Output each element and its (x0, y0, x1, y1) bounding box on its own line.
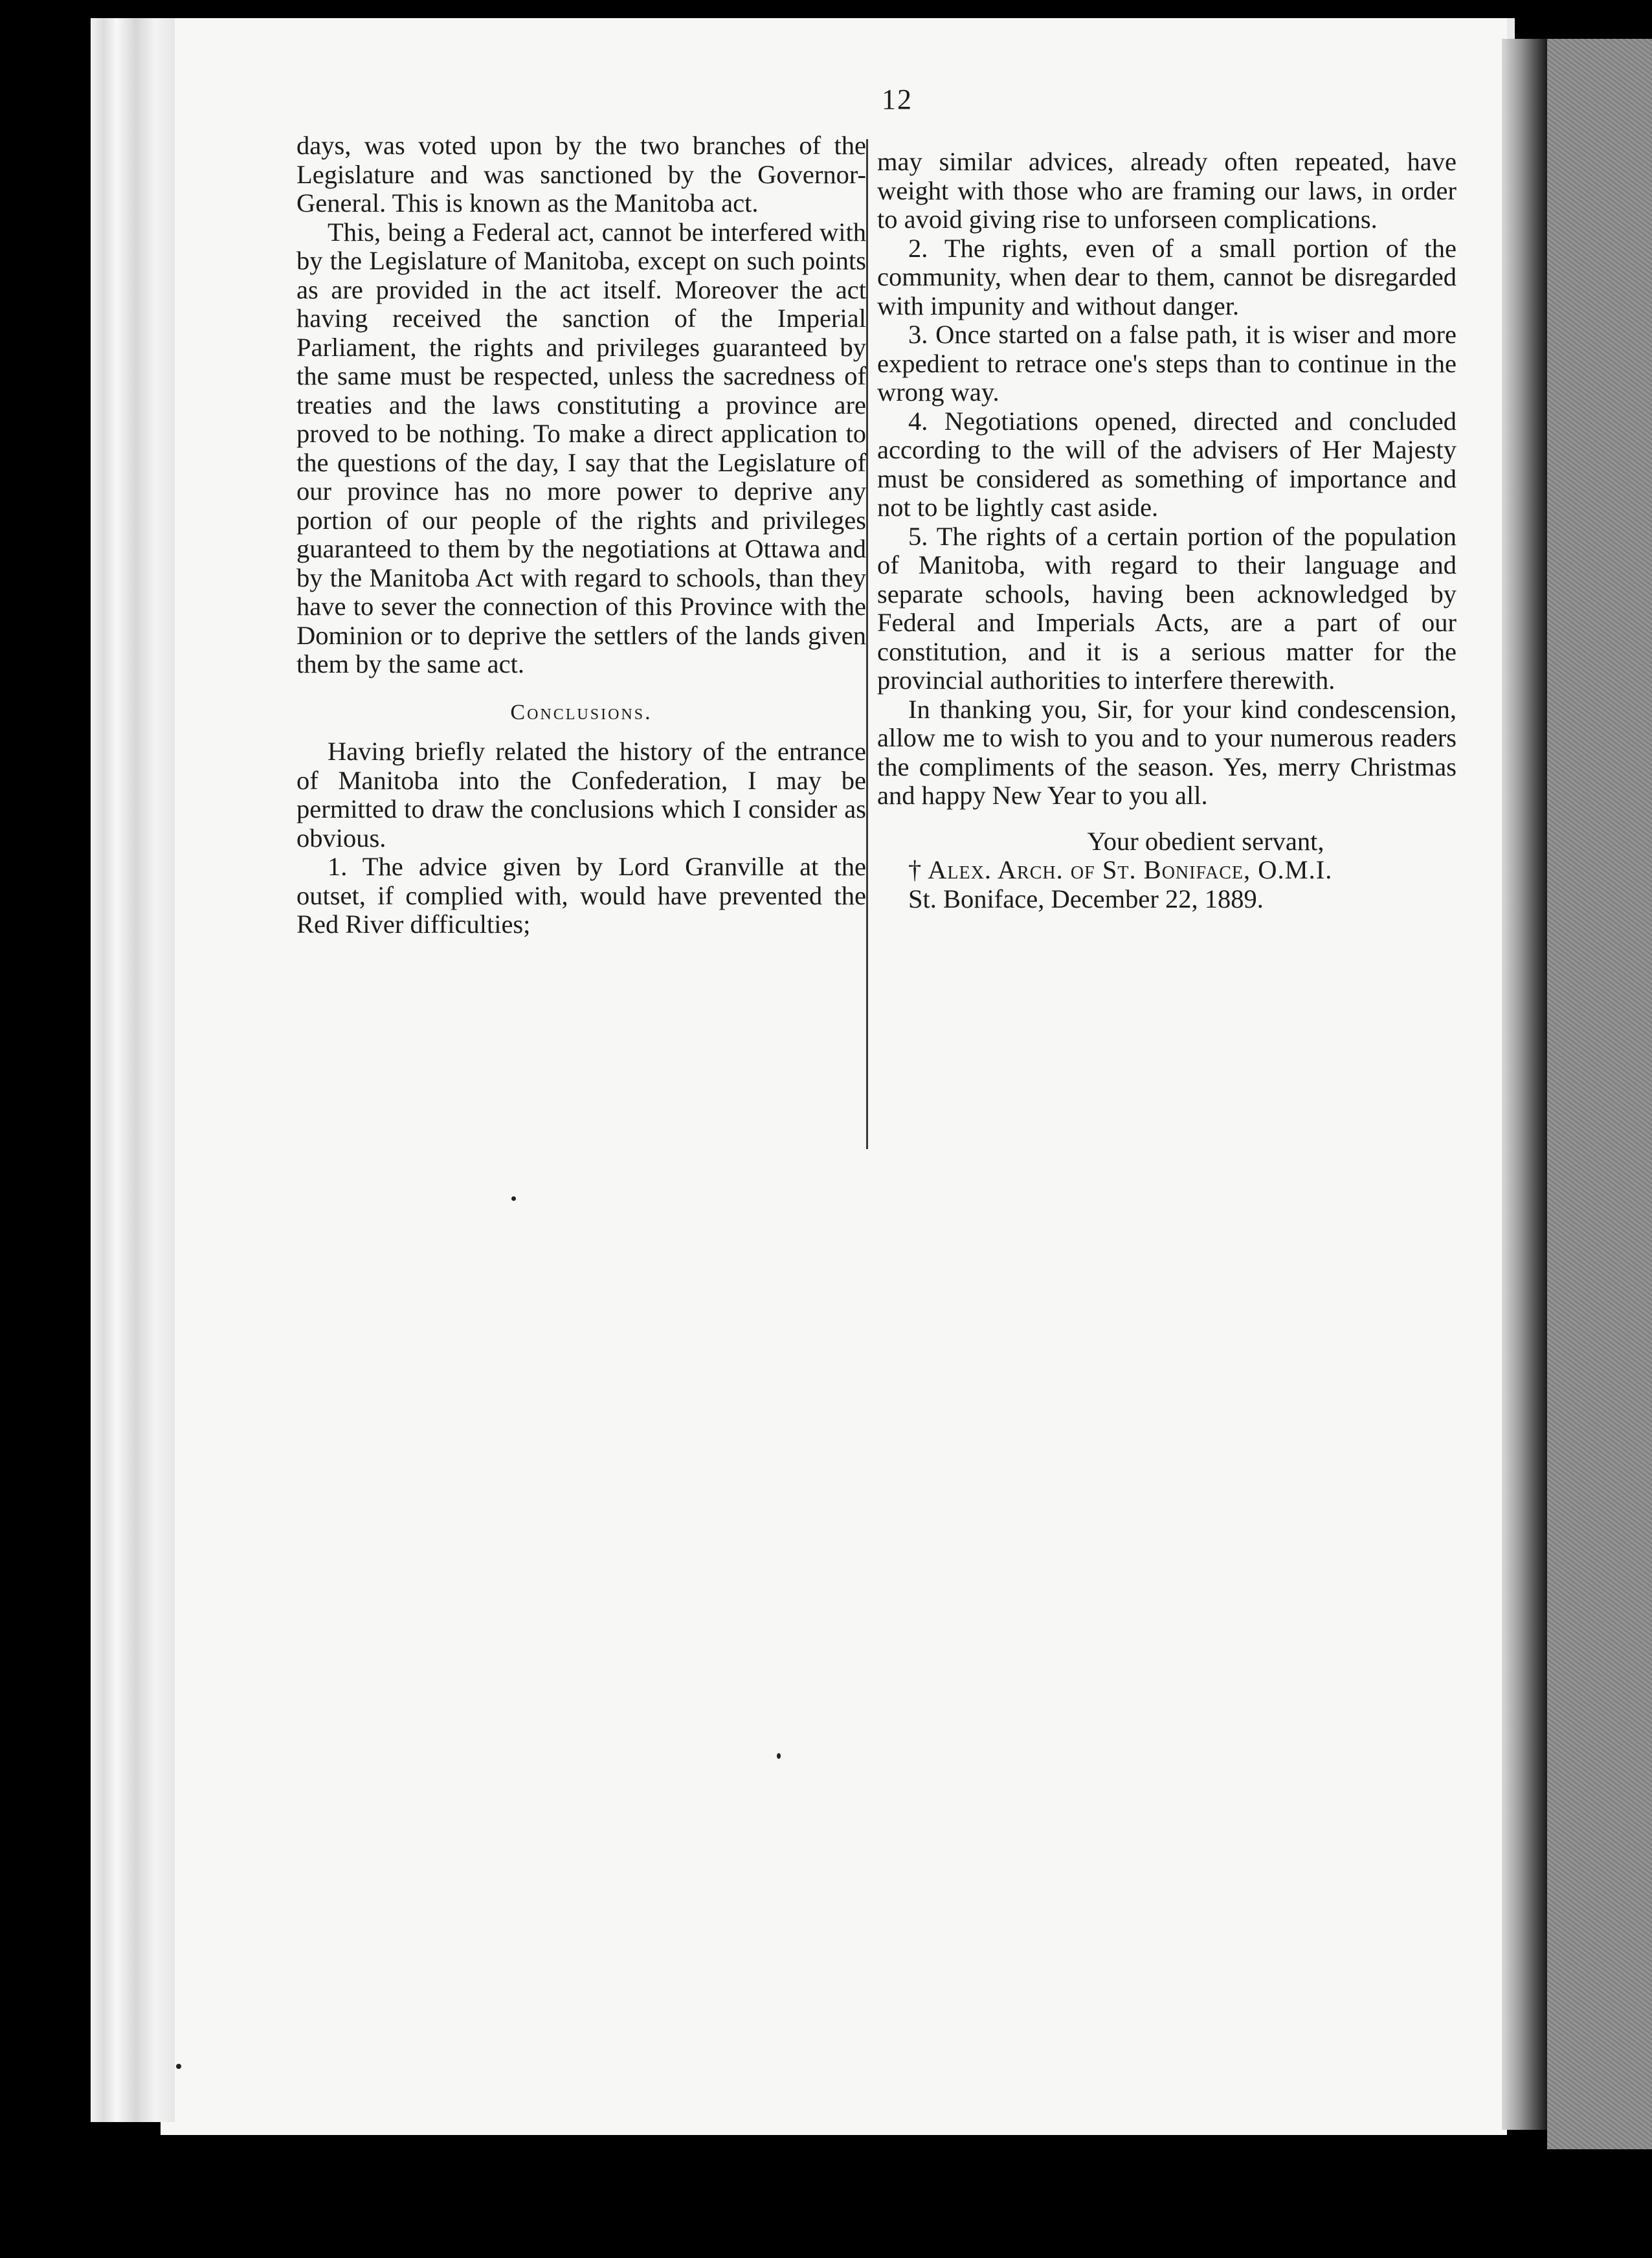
right-paragraph-4: 4. Negotiations opened, directed and concluded according to the will of the advisers of Her Majesty must be considered as something of importance and not to be lightly cast aside. (877, 406, 1457, 522)
right-paragraph-3: 3. Once started on a false path, it is wiser and more expedient to retrace one's steps than to continue in the wrong way. (877, 320, 1457, 407)
right-paragraph-1: may similar advices, already often repeated, have weight with those who are framing our laws, in order to avoid giving rise to unforseen complications. (877, 147, 1457, 234)
signature: † Alex. Arch. of St. Boniface, O.M.I. (908, 855, 1333, 884)
column-divider (866, 139, 868, 1149)
section-heading-conclusions: Conclusions. (510, 700, 653, 724)
right-paragraph-2: 2. The rights, even of a small portion of the community, when dear to them, cannot be disregarded with impunity and without danger. (877, 233, 1457, 320)
left-column (296, 131, 866, 939)
scan-speck (511, 1196, 516, 1201)
page-number: 12 (882, 84, 913, 115)
closing-salutation: Your obedient servant, (1087, 826, 1324, 856)
scan-speck (777, 1753, 781, 1759)
left-paragraph-3: Having briefly related the history of the entrance of Manitoba into the Confederation, I may be permitted to draw the conclusions which I consider as obvious. (296, 737, 866, 853)
right-paragraph-5: 5. The rights of a certain portion of the population of Manitoba, with regard to their language and separate schools, having been acknowledged by Federal and Imperials Acts, are a part of our constitution, and it is a serious matter for the provincial authorities to interfere therewith. (877, 521, 1457, 695)
left-paragraph-1: days, was voted upon by the two branches of the Legislature and was sanctioned by the Governor-General. This is known as the Manitoba act. (296, 131, 866, 218)
scan-speck (176, 2064, 181, 2069)
left-paragraph-2: This, being a Federal act, cannot be interfered with by the Legislature of Manitoba, except on such points as are provided in the act itself. Moreover the act having received the sanction of the Imperial Parliament, the rights and privileges guaranteed by the same must be respected, unless the sacredness of treaties and the laws constituting a province are proved to be nothing. To make a direct application to the questions of the day, I say that the Legislature of our province has no more power to deprive any portion of our people of the rights and privileges guaranteed to them by the negotiations at Ottawa and by the Manitoba Act with regard to schools, than they have to sever the connection of this Province with the Dominion or to deprive the settlers of the lands given them by the same act. (296, 217, 866, 678)
dateline: St. Boniface, December 22, 1889. (908, 884, 1264, 913)
left-paragraph-4: 1. The advice given by Lord Granville at the outset, if complied with, would have prevented the Red River difficulties; (296, 852, 866, 939)
page-right-edge (1502, 39, 1547, 2130)
cover-board (1547, 39, 1652, 2149)
page-binding-edge (91, 18, 175, 2122)
right-column (877, 148, 1457, 913)
right-paragraph-6: In thanking you, Sir, for your kind condescension, allow me to wish to you and to your numerous readers the compliments of the season. Yes, merry Christmas and happy New Year to you all. (877, 694, 1457, 810)
